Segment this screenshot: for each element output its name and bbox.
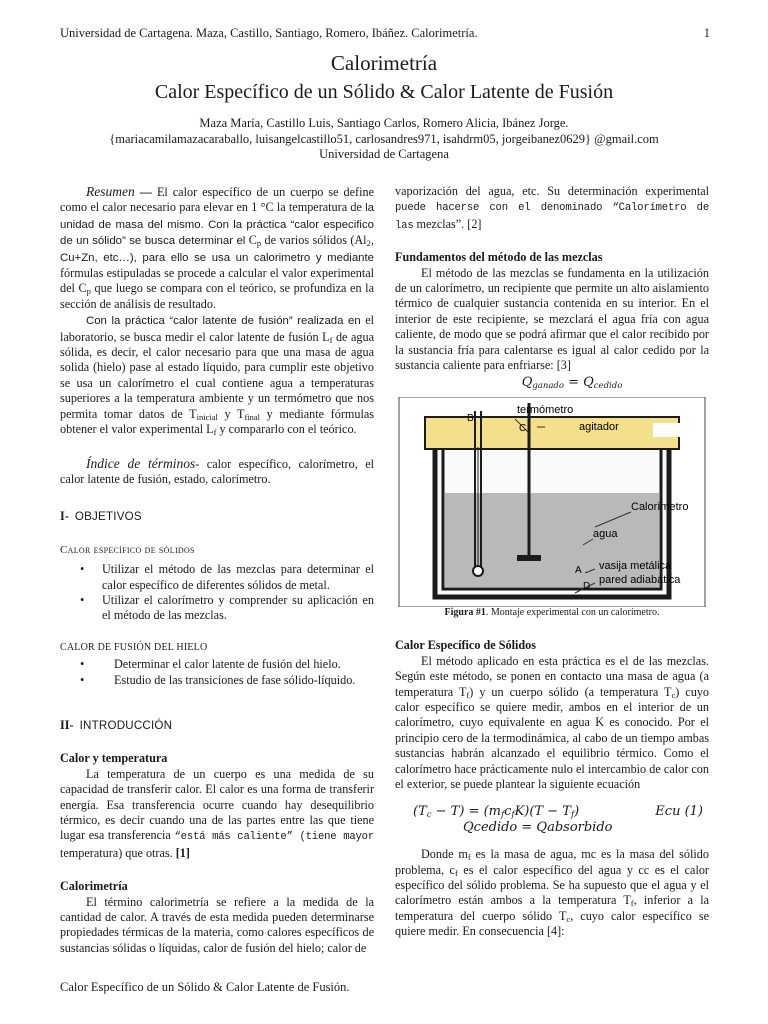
eq2-c: c bbox=[504, 804, 512, 820]
list-item: • Estudio de las transiciones de fase sólido-líquido. bbox=[60, 673, 374, 688]
eq2-sub-f2: f bbox=[511, 810, 515, 821]
calorimeter-lid bbox=[425, 417, 679, 449]
thermometer-bulb bbox=[473, 566, 483, 576]
eq1-q: Q bbox=[521, 375, 533, 391]
section-1-title: OBJETIVOS bbox=[74, 510, 142, 524]
section-objetivos bbox=[60, 509, 374, 524]
left-column bbox=[60, 184, 374, 956]
running-header bbox=[60, 26, 710, 41]
paragraph-calorimetria: El término calorimetría se refiere a la medida de la cantidad de calor. A través de esta medida pueden determinarse propiedades térmicas de la materia, como calores específicos de sustancias sólidas o líquidas, calor de fusión del hielo; calor de bbox=[60, 894, 374, 955]
abstract-paragraph-2 bbox=[60, 313, 374, 437]
paragraph-calor-temperatura bbox=[60, 767, 374, 861]
lid-label-bg bbox=[653, 423, 697, 437]
donde-b: es la masa de agua, mc es la masa del sólido problema, c bbox=[395, 847, 709, 877]
list-item: • Utilizar el método de las mezclas para determinar el calor específico de diferentes sólidos de metal. bbox=[60, 562, 374, 593]
calor-temp-mono: “está más caliente” (tiene mayor bbox=[174, 831, 374, 844]
right-column bbox=[395, 184, 709, 940]
list-item: • Utilizar el calorímetro y comprender su aplicación en el método de las mezclas. bbox=[60, 593, 374, 624]
eq2-tag: Ecu (1) bbox=[655, 804, 703, 820]
equation-qganado bbox=[435, 375, 709, 390]
author-emails: {mariacamilamazacaraballo, luisangelcastillo51, carlosandres971, isahdrm05, jorgeibanez0629} @gmail.com bbox=[109, 131, 659, 146]
label-vasija: vasija metálica bbox=[599, 559, 672, 572]
figure-calorimeter bbox=[395, 397, 709, 607]
eq1-sub-ganado: ganado bbox=[532, 381, 564, 392]
eq2-sub-c: c bbox=[426, 810, 432, 821]
label-pared: pared adiabática bbox=[599, 573, 681, 586]
calor-temp-ref: [1] bbox=[175, 845, 190, 860]
abstract-text-4: , Cu+Zn, etc…), para ello se usa un calorimetro y mediante bbox=[60, 235, 374, 264]
abstract-p2-c: de agua sólida, es decir, el calor necesario para que una masa de agua solida (hielo) pase al estado líquido, para cumplir este objetivo se usa un calorímetro el cual contiene agua a temperaturas superiores a la temperatura ambiente y un termómetro que nos permita tomar datos de T bbox=[60, 329, 374, 421]
abstract-dash: — bbox=[134, 185, 157, 199]
eq2-b: − T) = (m bbox=[431, 804, 501, 820]
caption-text: . Montaje experimental con un calorímetro. bbox=[485, 606, 660, 618]
abstract-text-6: que luego se compara con el teórico, se profundiza en la sección de análisis de resultado. bbox=[60, 281, 374, 311]
ce-text-2: ) y un cuerpo sólido (a temperatura T bbox=[469, 684, 672, 699]
abstract-text-1: El calor específico de un cuerpo se define como el calor necesario para elevar en 1 °C la temperatura de bbox=[60, 185, 375, 215]
label-A: A bbox=[575, 564, 582, 576]
abstract-cp-sub-2: p bbox=[86, 286, 91, 297]
calor-temp-text: La temperatura de un cuerpo es una medida de su capacidad de transferir calor. El calor es una forma de transferir energía. Esa transferencia ocurre cuando hay desequilibrio térmico, es decir cuando una de las partes entre las que tiene lugar esa transferencia bbox=[60, 766, 374, 843]
figure-caption bbox=[395, 605, 709, 620]
abstract-text-2: la unidad de masa del mismo. Con la práctica “calor especifico de un sólido” se busca determinar el bbox=[60, 202, 374, 248]
subsection-calor-especifico: Calor específico de sólidos bbox=[60, 543, 195, 556]
label-calorimetro: Calorímetro bbox=[631, 500, 689, 513]
paper-title: Calorimetría bbox=[330, 51, 438, 75]
donde-a: Donde m bbox=[421, 847, 468, 862]
eq2-a: (T bbox=[413, 804, 427, 820]
agitator-paddle bbox=[517, 555, 541, 561]
heading-fundamentos: Fundamentos del método de las mezclas bbox=[395, 250, 603, 265]
paper-subtitle: Calor Específico de un Sólido & Calor Latente de Fusión bbox=[154, 81, 614, 103]
donde-sub-f2: f bbox=[454, 867, 458, 878]
caption-label: Figura #1 bbox=[444, 606, 486, 618]
index-terms-text: - calor específico, calorímetro, el calor latente de fusión, estado, calorímetro. bbox=[60, 456, 374, 486]
eq2-sub-f3: f bbox=[570, 810, 575, 821]
objectives-list-1 bbox=[60, 562, 374, 624]
abstract-label: Resumen bbox=[86, 184, 135, 199]
abstract-p2-a: Con la práctica “calor latente de fusión” realizada en bbox=[86, 315, 361, 328]
equation-1 bbox=[395, 804, 709, 835]
donde-sub-f: f bbox=[467, 852, 471, 863]
donde-sub-f3: f bbox=[630, 898, 634, 909]
donde-c: es el calor específico del agua y cc es el calor específico del sólido problema. Se ha supuesto que el agua y el calorímetro están ambos a la temperatura T bbox=[395, 862, 709, 908]
author-names: Maza María, Castillo Luis, Santiago Carlos, Romero Alicia, Ibánez Jorge. bbox=[199, 116, 569, 130]
eq2-sub-f: f bbox=[500, 810, 505, 821]
index-terms bbox=[60, 456, 374, 488]
heading-calorimetria: Calorimetría bbox=[60, 879, 128, 894]
donde-d: , inferior a la temperatura del cuerpo sólido T bbox=[395, 893, 710, 923]
paragraph-intro-continued bbox=[395, 184, 709, 234]
heading-calor-temperatura: Calor y temperatura bbox=[60, 751, 168, 766]
eq2-line2: Qcedido = Qabsorbido bbox=[463, 819, 613, 835]
index-terms-label: Índice de términos bbox=[86, 455, 196, 471]
abstract-tf-sub: final bbox=[244, 411, 261, 422]
subsection-calor-fusion: CALOR DE FUSIÓN DEL HIELO bbox=[60, 641, 208, 653]
abstract-ti-sub: inicial bbox=[196, 411, 218, 422]
abstract-p2-b: el laboratorio, se busca medir el calor latente de fusión L bbox=[60, 313, 374, 344]
abstract-cp-sub: p bbox=[256, 238, 262, 249]
paragraph-calor-especifico bbox=[395, 654, 709, 793]
calor-temp-tail: temperatura) que otras. bbox=[60, 845, 176, 860]
donde-sub-c: c bbox=[566, 913, 571, 924]
section-1-number: I- bbox=[60, 509, 69, 524]
label-B: B bbox=[467, 412, 474, 424]
running-title: Universidad de Cartagena. Maza, Castillo, Santiago, Romero, Ibáñez. Calorimetría. bbox=[60, 26, 478, 40]
eq1-sub-cedido: cedido bbox=[593, 381, 623, 392]
label-D: D bbox=[583, 580, 591, 592]
section-2-number: II- bbox=[60, 717, 74, 732]
page-number: 1 bbox=[703, 26, 710, 40]
abstract-p2-e: y mediante fórmulas obtener el valor experimental L bbox=[60, 406, 374, 437]
intro-cont-tail: mezclas”. [2] bbox=[413, 216, 482, 231]
page-footer: Calor Específico de un Sólido & Calor Latente de Fusión. bbox=[60, 980, 350, 994]
abstract-cp: C bbox=[248, 233, 257, 248]
intro-cont-mono: puede hacerse con el denominado “Calorímetro de las bbox=[395, 202, 709, 232]
ce-sub-f: f bbox=[466, 689, 470, 700]
abstract-lf-sub-2: f bbox=[213, 427, 217, 438]
objectives-list-2 bbox=[60, 657, 374, 688]
calorimeter-diagram bbox=[395, 397, 709, 607]
abstract-text-3: de varios sólidos (Al bbox=[261, 233, 367, 248]
label-agua: agua bbox=[593, 527, 618, 540]
section-2-title: INTRODUCCIÓN bbox=[79, 718, 173, 732]
paragraph-fundamentos: El método de las mezclas se fundamenta en la utilización de un calorímetro, un recipiente que permite un alto aislamiento térmico de cualquier sustancia contenida en su interior. En el interior de este recipiente, se mezclará el agua fría con agua caliente, de modo que se podrá afirmar que el calor recibido por la sustancia fría para calentarse es igual al calor cedido por la sustancia caliente para enfriarse: [3] bbox=[395, 265, 709, 373]
author-affiliation: Universidad de Cartagena bbox=[319, 147, 449, 161]
intro-cont-text: vaporización del agua, etc. Su determinación experimental bbox=[395, 184, 709, 198]
abstract-p2-d: y T bbox=[217, 406, 245, 421]
abstract-text-5: fórmulas estipuladas se procede a calcular el valor experimental del C bbox=[60, 266, 374, 296]
abstract-p2-f: y compararlo con el teórico. bbox=[216, 422, 357, 437]
eq1-mid: = Q bbox=[563, 375, 594, 391]
ce-sub-c: c bbox=[671, 689, 676, 700]
list-item: • Determinar el calor latente de fusión del hielo. bbox=[60, 657, 374, 672]
paragraph-donde bbox=[395, 847, 709, 939]
eq2-e: ) bbox=[574, 804, 580, 820]
abstract-lf-sub: f bbox=[329, 334, 333, 345]
heading-calor-especifico: Calor Específico de Sólidos bbox=[395, 638, 536, 653]
eq2-d: K)(T − T bbox=[514, 804, 571, 820]
label-C: C bbox=[519, 422, 527, 434]
label-termometro: termómetro bbox=[517, 403, 574, 416]
abstract-al-sub: 2 bbox=[366, 238, 371, 249]
donde-e: , cuyo calor específico se quiere medir. En consecuencia [4]: bbox=[395, 908, 709, 939]
label-agitador: agitador bbox=[579, 420, 619, 433]
abstract-paragraph bbox=[60, 184, 374, 312]
section-introduccion bbox=[60, 718, 374, 733]
author-block bbox=[0, 116, 768, 163]
ce-text-1: El método aplicado en esta práctica es el de las mezclas. Según este método, se ponen en contacto una masa de agua (a temperatura T bbox=[395, 653, 709, 699]
ce-text-3: ) cuyo calor específico se quiere medir, ambos en el interior de un calorímetro, cuyo equivalente en agua K es conocido. Por el principio cero de la termodinámica, al cabo de un tiempo ambas sustancias habrán alcanzado el equilibrio térmico. Como el calorímetro hace prácticamente nulo el intercambio de calor con el exterior, se puede plantear la siguiente ecuación bbox=[395, 684, 710, 791]
